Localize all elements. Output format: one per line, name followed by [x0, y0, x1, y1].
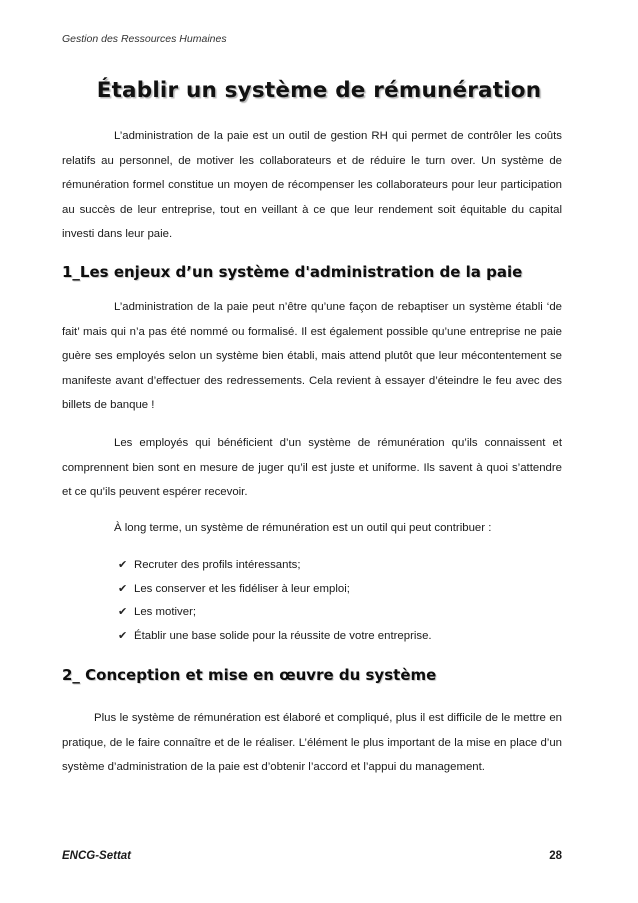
list-item-text: Établir une base solide pour la réussite de votre entreprise. — [134, 630, 432, 643]
section-1-paragraph-2 — [62, 431, 562, 505]
checkmark-icon: ✔ — [118, 559, 128, 571]
benefits-list — [118, 557, 432, 652]
section-1-paragraph-3 — [62, 516, 562, 541]
list-item — [118, 604, 432, 628]
page-number: 28 — [549, 850, 562, 862]
section-1-paragraph-2-text: Les employés qui bénéficient d’un système de rémunération qu’ils connaissent et comprennent bien sont en mesure de juger qu’il est juste et uniforme. Ils savent à quoi s’attendre et ce qu’ils peuvent espérer recevoir. — [62, 437, 562, 499]
list-item — [118, 628, 432, 652]
section-1-paragraph-1-text: L’administration de la paie peut n’être qu’une façon de rebaptiser un système établi ‘de fait’ mais qui n’a pas été nommé ou formalisé. Il est également possible qu’une entreprise ne paie guère ses employés selon un système bien établi, mais attend plutôt que leur mécontentement se manifeste avant d’effectuer des redressements. Cela revient à essayer d’éteindre le feu avec des billets de banque ! — [62, 301, 562, 412]
checkmark-icon: ✔ — [118, 582, 128, 595]
intro-paragraph — [62, 124, 562, 247]
list-item — [118, 581, 432, 605]
list-item — [118, 557, 432, 581]
section-2-paragraph-1: Plus le système de rémunération est élaboré et compliqué, plus il est difficile de le mettre en pratique, de le faire connaître et de le réaliser. L’élément le plus important de la mise en place d’un système d’administration de la paie est d’obtenir l’accord et l’appui du management. — [62, 712, 562, 774]
intro-text: L’administration de la paie est un outil de gestion RH qui permet de contrôler les coûts relatifs au personnel, de motiver les collaborateurs et de réduire le turn over. Un système de rémunération formel constitue un moyen de récompenser les collaborateurs pour leur participation au succès de leur entreprise, tout en veillant à ce que leur rendement soit équitable du capital investi dans leur paie. — [62, 130, 562, 241]
checkmark-icon: ✔ — [118, 630, 128, 643]
footer-school: ENCG-Settat — [62, 850, 132, 862]
section-1-heading: 1_Les enjeux d’un système d'administration de la paie — [62, 263, 523, 281]
page-footer — [62, 850, 562, 862]
section-1-paragraph-1 — [62, 295, 562, 418]
section-1-paragraph-3-text: À long terme, un système de rémunération est un outil qui peut contribuer : — [114, 522, 492, 534]
list-item-text: Les conserver et les fidéliser à leur emploi; — [134, 582, 350, 595]
page-title: Établir un système de rémunération — [96, 78, 542, 103]
checkmark-icon: ✔ — [118, 606, 128, 619]
section-2-heading: 2_ Conception et mise en œuvre du système — [62, 666, 437, 684]
running-header: Gestion des Ressources Humaines — [62, 33, 227, 45]
list-item-text: Recruter des profils intéressants; — [134, 559, 301, 571]
list-item-text: Les motiver; — [134, 606, 197, 619]
